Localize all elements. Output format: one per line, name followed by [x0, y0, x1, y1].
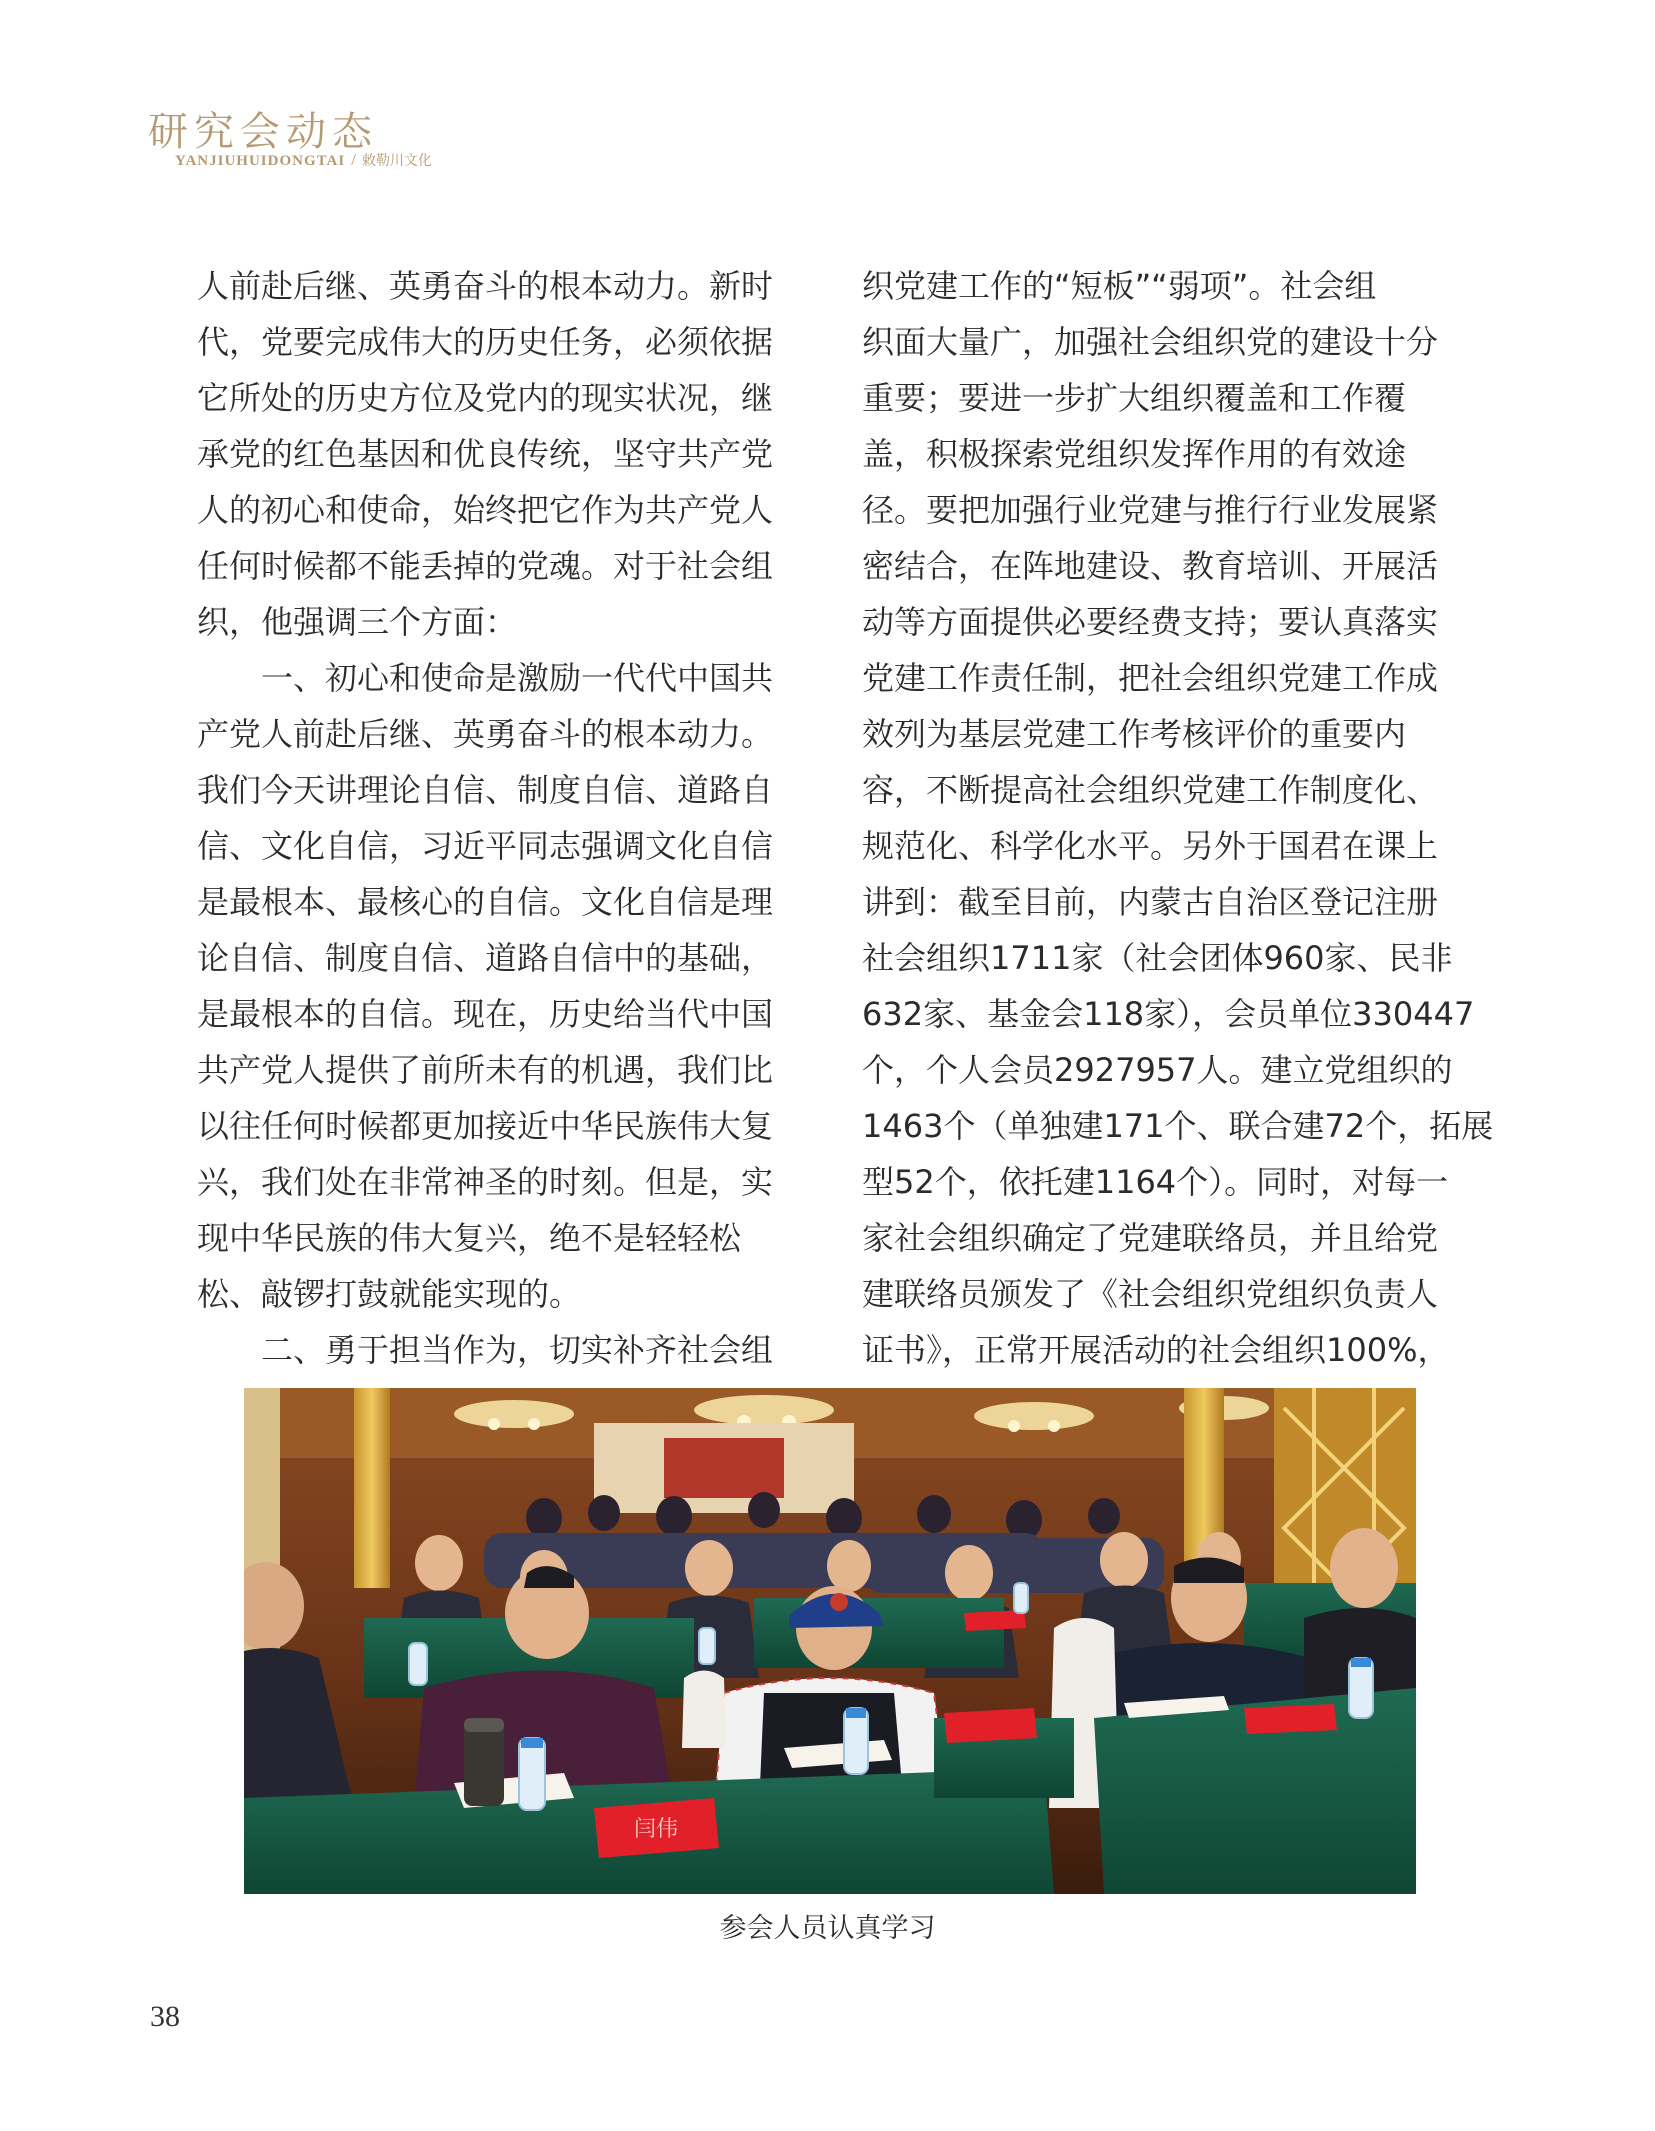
text-line: 信、文化自信，习近平同志强调文化自信	[197, 827, 774, 865]
text-line: 二、勇于担当作为，切实补齐社会组	[197, 1331, 774, 1369]
text-line: 家社会组织确定了党建联络员，并且给党	[862, 1219, 1439, 1257]
text-line: 任何时候都不能丢掉的党魂。对于社会组	[197, 547, 774, 585]
nameplate-text: 闫伟	[633, 1817, 679, 1842]
meeting-photo	[244, 1388, 1416, 1894]
text-line: 容，不断提高社会组织党建工作制度化、	[862, 771, 1439, 809]
text-line: 盖，积极探索党组织发挥作用的有效途	[862, 435, 1407, 473]
text-line: 632家、基金会118家），会员单位330447	[862, 995, 1475, 1033]
text-line: 织党建工作的“短板”“弱项”。社会组	[862, 267, 1377, 305]
text-line: 1463个（单独建171个、联合建72个，拓展	[862, 1107, 1494, 1145]
text-line: 一、初心和使命是激励一代代中国共	[197, 659, 774, 697]
text-line: 人前赴后继、英勇奋斗的根本动力。新时	[197, 267, 774, 305]
text-line: 效列为基层党建工作考核评价的重要内	[862, 715, 1407, 753]
section-subtitle	[175, 150, 432, 170]
subtitle-separator: /	[351, 150, 356, 169]
text-line: 证书》，正常开展活动的社会组织100%，	[862, 1331, 1450, 1369]
text-line: 径。要把加强行业党建与推行行业发展紧	[862, 491, 1439, 529]
section-title: 研究会动态	[148, 109, 378, 155]
text-line: 社会组织1711家（社会团体960家、民非	[862, 939, 1453, 977]
text-line: 规范化、科学化水平。另外于国君在课上	[862, 827, 1439, 865]
text-line: 它所处的历史方位及党内的现实状况，继	[197, 379, 774, 417]
section-subtitle-en: YANJIUHUIDONGTAI	[175, 153, 346, 169]
text-line: 代，党要完成伟大的历史任务，必须依据	[197, 323, 774, 361]
left-text-column	[197, 258, 799, 1378]
text-line: 个，个人会员2927957人。建立党组织的	[862, 1051, 1453, 1089]
text-line: 产党人前赴后继、英勇奋斗的根本动力。	[197, 715, 774, 753]
text-line: 人的初心和使命，始终把它作为共产党人	[197, 491, 774, 529]
text-line: 我们今天讲理论自信、制度自信、道路自	[197, 771, 774, 809]
text-line: 动等方面提供必要经费支持；要认真落实	[862, 603, 1439, 641]
text-line: 是最根本、最核心的自信。文化自信是理	[197, 883, 774, 921]
text-line: 是最根本的自信。现在，历史给当代中国	[197, 995, 774, 1033]
page-number: 38	[150, 2000, 180, 2033]
text-line: 兴，我们处在非常神圣的时刻。但是，实	[197, 1163, 774, 1201]
text-line: 织，他强调三个方面：	[197, 603, 518, 641]
text-line: 论自信、制度自信、道路自信中的基础，	[197, 939, 774, 977]
text-line: 建联络员颁发了《社会组织党组织负责人	[862, 1275, 1439, 1313]
text-line: 织面大量广，加强社会组织党的建设十分	[862, 323, 1439, 361]
right-text-column	[862, 258, 1494, 1378]
text-line: 讲到：截至目前，内蒙古自治区登记注册	[862, 883, 1439, 921]
text-line: 松、敲锣打鼓就能实现的。	[197, 1275, 582, 1313]
text-line: 型52个，依托建1164个）。同时，对每一	[862, 1163, 1449, 1201]
text-line: 重要；要进一步扩大组织覆盖和工作覆	[862, 379, 1407, 417]
text-line: 密结合，在阵地建设、教育培训、开展活	[862, 547, 1439, 585]
text-line: 党建工作责任制，把社会组织党建工作成	[862, 659, 1439, 697]
text-line: 承党的红色基因和优良传统，坚守共产党	[197, 435, 774, 473]
text-line: 共产党人提供了前所未有的机遇，我们比	[197, 1051, 774, 1089]
photo-caption: 参会人员认真学习	[719, 1913, 936, 1944]
text-line: 现中华民族的伟大复兴，绝不是轻轻松	[197, 1219, 742, 1257]
magazine-name: 敕勒川文化	[361, 154, 432, 169]
text-line: 以往任何时候都更加接近中华民族伟大复	[197, 1107, 774, 1145]
